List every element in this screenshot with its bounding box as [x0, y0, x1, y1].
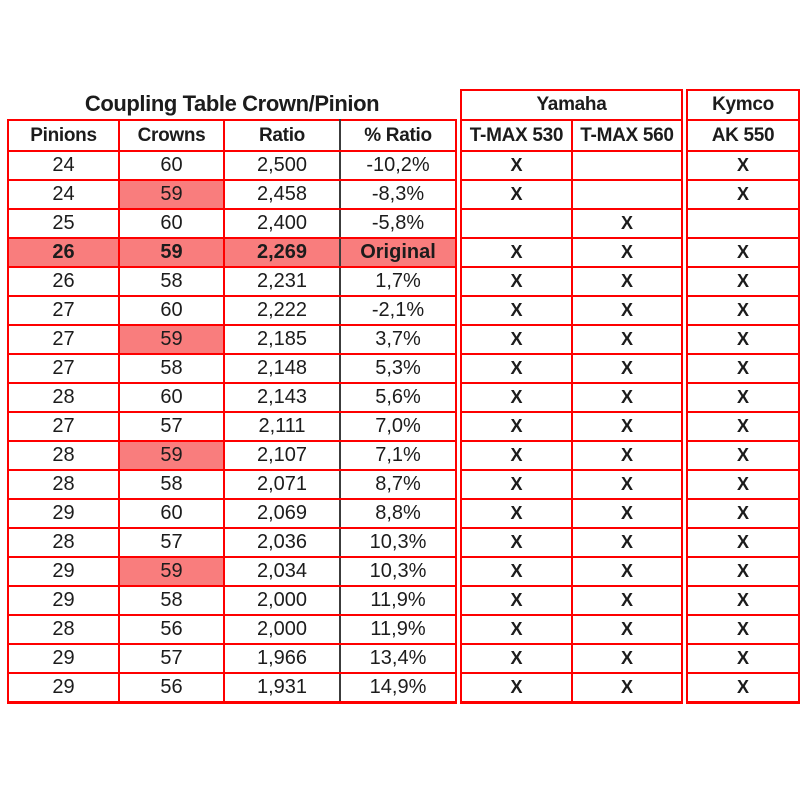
tmax560-cell: X: [572, 296, 682, 325]
kymco-table: [686, 89, 800, 704]
ratio-row: [8, 470, 456, 499]
ratio-row: [8, 557, 456, 586]
tmax560-cell: X: [572, 673, 682, 702]
ak550-cell: X: [687, 383, 799, 412]
ratio-row: [8, 615, 456, 644]
yamaha-brand-header: Yamaha: [461, 90, 682, 120]
kymco-row: [687, 180, 799, 209]
ratio-cell: 2,143: [224, 383, 340, 412]
kymco-row: [687, 325, 799, 354]
pct-ratio-cell: 13,4%: [340, 644, 456, 673]
ak550-cell: X: [687, 528, 799, 557]
pinions-cell: 27: [8, 296, 119, 325]
ak550-cell: X: [687, 325, 799, 354]
ak550-cell: [687, 209, 799, 238]
yamaha-row: [461, 412, 682, 441]
pinions-cell: 27: [8, 325, 119, 354]
kymco-row: [687, 354, 799, 383]
crowns-cell: 58: [119, 267, 224, 296]
ratio-row: [8, 383, 456, 412]
ratio-row: [8, 673, 456, 702]
kymco-section: [686, 89, 800, 704]
tmax560-cell: X: [572, 209, 682, 238]
tmax560-cell: X: [572, 441, 682, 470]
pinions-header: Pinions: [8, 120, 119, 151]
table-title: Coupling Table Crown/Pinion: [84, 91, 380, 116]
kymco-table-body: [687, 151, 799, 702]
pct-ratio-cell: 1,7%: [340, 267, 456, 296]
ak550-cell: X: [687, 615, 799, 644]
tmax530-cell: X: [461, 354, 572, 383]
yamaha-row: [461, 383, 682, 412]
ratio-header: Ratio: [224, 120, 340, 151]
kymco-row: [687, 267, 799, 296]
kymco-row: [687, 499, 799, 528]
crowns-cell: 58: [119, 354, 224, 383]
crowns-cell: 56: [119, 673, 224, 702]
tmax560-cell: X: [572, 412, 682, 441]
crowns-cell: 57: [119, 528, 224, 557]
pct-ratio-cell: 5,6%: [340, 383, 456, 412]
yamaha-row: [461, 673, 682, 702]
tmax530-cell: X: [461, 180, 572, 209]
pct-ratio-cell: -10,2%: [340, 151, 456, 180]
ratio-row: [8, 325, 456, 354]
kymco-row: [687, 412, 799, 441]
yamaha-section: [460, 89, 683, 704]
kymco-row: [687, 615, 799, 644]
pct-ratio-cell: 14,9%: [340, 673, 456, 702]
tmax530-cell: X: [461, 586, 572, 615]
pct-ratio-cell: Original: [340, 238, 456, 267]
yamaha-table-body: [461, 151, 682, 702]
kymco-row: [687, 383, 799, 412]
tmax560-cell: X: [572, 383, 682, 412]
ak550-cell: X: [687, 238, 799, 267]
yamaha-row: [461, 441, 682, 470]
kymco-row: [687, 673, 799, 702]
crowns-cell: 59: [119, 557, 224, 586]
tmax560-cell: X: [572, 354, 682, 383]
pinions-cell: 29: [8, 499, 119, 528]
pct-ratio-cell: 8,8%: [340, 499, 456, 528]
yamaha-row: [461, 528, 682, 557]
ratio-row: [8, 441, 456, 470]
yamaha-row: [461, 209, 682, 238]
yamaha-row: [461, 267, 682, 296]
kymco-row: [687, 238, 799, 267]
ratio-row: [8, 412, 456, 441]
tmax560-cell: [572, 180, 682, 209]
coupling-table-group: [7, 89, 800, 704]
kymco-row: [687, 528, 799, 557]
pct-ratio-cell: 8,7%: [340, 470, 456, 499]
pct-ratio-cell: 7,1%: [340, 441, 456, 470]
ak550-cell: X: [687, 180, 799, 209]
tmax560-cell: X: [572, 267, 682, 296]
tmax530-cell: X: [461, 644, 572, 673]
tmax560-cell: [572, 151, 682, 180]
tmax530-cell: X: [461, 499, 572, 528]
pct-ratio-cell: 5,3%: [340, 354, 456, 383]
pinions-cell: 25: [8, 209, 119, 238]
pct-ratio-cell: 3,7%: [340, 325, 456, 354]
yamaha-model-header-row: [461, 120, 682, 151]
tmax560-cell: X: [572, 557, 682, 586]
ratio-row: [8, 267, 456, 296]
crowns-cell: 60: [119, 151, 224, 180]
tmax530-cell: X: [461, 673, 572, 702]
kymco-row: [687, 296, 799, 325]
ak550-cell: X: [687, 644, 799, 673]
tmax530-cell: X: [461, 528, 572, 557]
yamaha-row: [461, 557, 682, 586]
tmax560-cell: X: [572, 238, 682, 267]
yamaha-row: [461, 151, 682, 180]
pinions-cell: 24: [8, 180, 119, 209]
tmax560-cell: X: [572, 325, 682, 354]
brand-header-row: [461, 90, 682, 120]
ratio-cell: 2,148: [224, 354, 340, 383]
ratio-row: [8, 499, 456, 528]
tmax560-cell: X: [572, 470, 682, 499]
yamaha-row: [461, 644, 682, 673]
crowns-cell: 56: [119, 615, 224, 644]
ak550-header: AK 550: [687, 120, 799, 151]
crowns-header: Crowns: [119, 120, 224, 151]
pinions-cell: 26: [8, 238, 119, 267]
crowns-cell: 60: [119, 296, 224, 325]
ak550-cell: X: [687, 673, 799, 702]
tmax530-cell: X: [461, 557, 572, 586]
pct-ratio-header: % Ratio: [340, 120, 456, 151]
pct-ratio-cell: 10,3%: [340, 528, 456, 557]
ratio-row: [8, 354, 456, 383]
yamaha-row: [461, 615, 682, 644]
ratio-cell: 2,231: [224, 267, 340, 296]
tmax530-cell: X: [461, 151, 572, 180]
pct-ratio-cell: 10,3%: [340, 557, 456, 586]
tmax530-cell: X: [461, 296, 572, 325]
ratio-row: [8, 528, 456, 557]
tmax530-cell: X: [461, 267, 572, 296]
ratio-table-body: [8, 151, 456, 702]
ratio-cell: 2,458: [224, 180, 340, 209]
kymco-brand-header-row: [687, 90, 799, 120]
pinions-cell: 28: [8, 470, 119, 499]
ak550-cell: X: [687, 441, 799, 470]
ratio-cell: 2,269: [224, 238, 340, 267]
pct-ratio-cell: -8,3%: [340, 180, 456, 209]
ratio-row: [8, 644, 456, 673]
ak550-cell: X: [687, 412, 799, 441]
pinions-cell: 28: [8, 441, 119, 470]
ak550-cell: X: [687, 557, 799, 586]
crowns-cell: 59: [119, 180, 224, 209]
tmax560-cell: X: [572, 615, 682, 644]
pinions-cell: 27: [8, 412, 119, 441]
ratio-row: [8, 209, 456, 238]
ratio-cell: 2,400: [224, 209, 340, 238]
crowns-cell: 59: [119, 325, 224, 354]
tmax560-cell: X: [572, 586, 682, 615]
crowns-cell: 60: [119, 209, 224, 238]
ratio-cell: 2,000: [224, 586, 340, 615]
coupling-table: [7, 119, 457, 704]
ratio-row: [8, 180, 456, 209]
ratio-section: [7, 89, 457, 704]
crowns-cell: 58: [119, 586, 224, 615]
ak550-cell: X: [687, 499, 799, 528]
pinions-cell: 27: [8, 354, 119, 383]
ak550-cell: X: [687, 354, 799, 383]
crowns-cell: 57: [119, 644, 224, 673]
ratio-row: [8, 238, 456, 267]
yamaha-row: [461, 499, 682, 528]
ak550-cell: X: [687, 267, 799, 296]
tmax560-cell: X: [572, 499, 682, 528]
crowns-cell: 60: [119, 499, 224, 528]
kymco-row: [687, 557, 799, 586]
ratio-cell: 2,034: [224, 557, 340, 586]
pinions-cell: 29: [8, 644, 119, 673]
yamaha-row: [461, 470, 682, 499]
kymco-brand-header: Kymco: [687, 90, 799, 120]
pinions-cell: 24: [8, 151, 119, 180]
yamaha-row: [461, 180, 682, 209]
pinions-cell: 28: [8, 528, 119, 557]
kymco-row: [687, 586, 799, 615]
yamaha-row: [461, 238, 682, 267]
ratio-cell: 2,185: [224, 325, 340, 354]
ratio-cell: 2,222: [224, 296, 340, 325]
ak550-cell: X: [687, 296, 799, 325]
yamaha-table: [460, 89, 683, 704]
pinions-cell: 29: [8, 673, 119, 702]
pct-ratio-cell: 7,0%: [340, 412, 456, 441]
crowns-cell: 59: [119, 238, 224, 267]
ratio-row: [8, 296, 456, 325]
ratio-cell: 2,036: [224, 528, 340, 557]
ratio-cell: 1,966: [224, 644, 340, 673]
pct-ratio-cell: -2,1%: [340, 296, 456, 325]
ratio-row: [8, 151, 456, 180]
ak550-cell: X: [687, 151, 799, 180]
pinions-cell: 29: [8, 586, 119, 615]
ratio-cell: 2,000: [224, 615, 340, 644]
column-header-row: [8, 120, 456, 151]
pct-ratio-cell: 11,9%: [340, 615, 456, 644]
tmax530-cell: X: [461, 470, 572, 499]
crowns-cell: 59: [119, 441, 224, 470]
ratio-cell: 2,071: [224, 470, 340, 499]
pinions-cell: 26: [8, 267, 119, 296]
tmax530-cell: X: [461, 238, 572, 267]
ratio-cell: 2,107: [224, 441, 340, 470]
yamaha-row: [461, 354, 682, 383]
ratio-cell: 2,069: [224, 499, 340, 528]
tmax560-header: T-MAX 560: [572, 120, 682, 151]
yamaha-row: [461, 296, 682, 325]
pinions-cell: 28: [8, 383, 119, 412]
yamaha-row: [461, 325, 682, 354]
pct-ratio-cell: 11,9%: [340, 586, 456, 615]
crowns-cell: 58: [119, 470, 224, 499]
tmax530-cell: X: [461, 441, 572, 470]
ak550-cell: X: [687, 586, 799, 615]
tmax530-header: T-MAX 530: [461, 120, 572, 151]
kymco-row: [687, 644, 799, 673]
ak550-cell: X: [687, 470, 799, 499]
tmax530-cell: X: [461, 615, 572, 644]
tmax530-cell: X: [461, 383, 572, 412]
ratio-cell: 2,500: [224, 151, 340, 180]
tmax530-cell: [461, 209, 572, 238]
tmax560-cell: X: [572, 644, 682, 673]
kymco-model-header-row: [687, 120, 799, 151]
yamaha-row: [461, 586, 682, 615]
kymco-row: [687, 441, 799, 470]
ratio-cell: 1,931: [224, 673, 340, 702]
kymco-row: [687, 209, 799, 238]
pinions-cell: 29: [8, 557, 119, 586]
crowns-cell: 57: [119, 412, 224, 441]
tmax530-cell: X: [461, 325, 572, 354]
pinions-cell: 28: [8, 615, 119, 644]
ratio-cell: 2,111: [224, 412, 340, 441]
kymco-row: [687, 151, 799, 180]
tmax560-cell: X: [572, 528, 682, 557]
kymco-row: [687, 470, 799, 499]
pct-ratio-cell: -5,8%: [340, 209, 456, 238]
crowns-cell: 60: [119, 383, 224, 412]
ratio-row: [8, 586, 456, 615]
tmax530-cell: X: [461, 412, 572, 441]
